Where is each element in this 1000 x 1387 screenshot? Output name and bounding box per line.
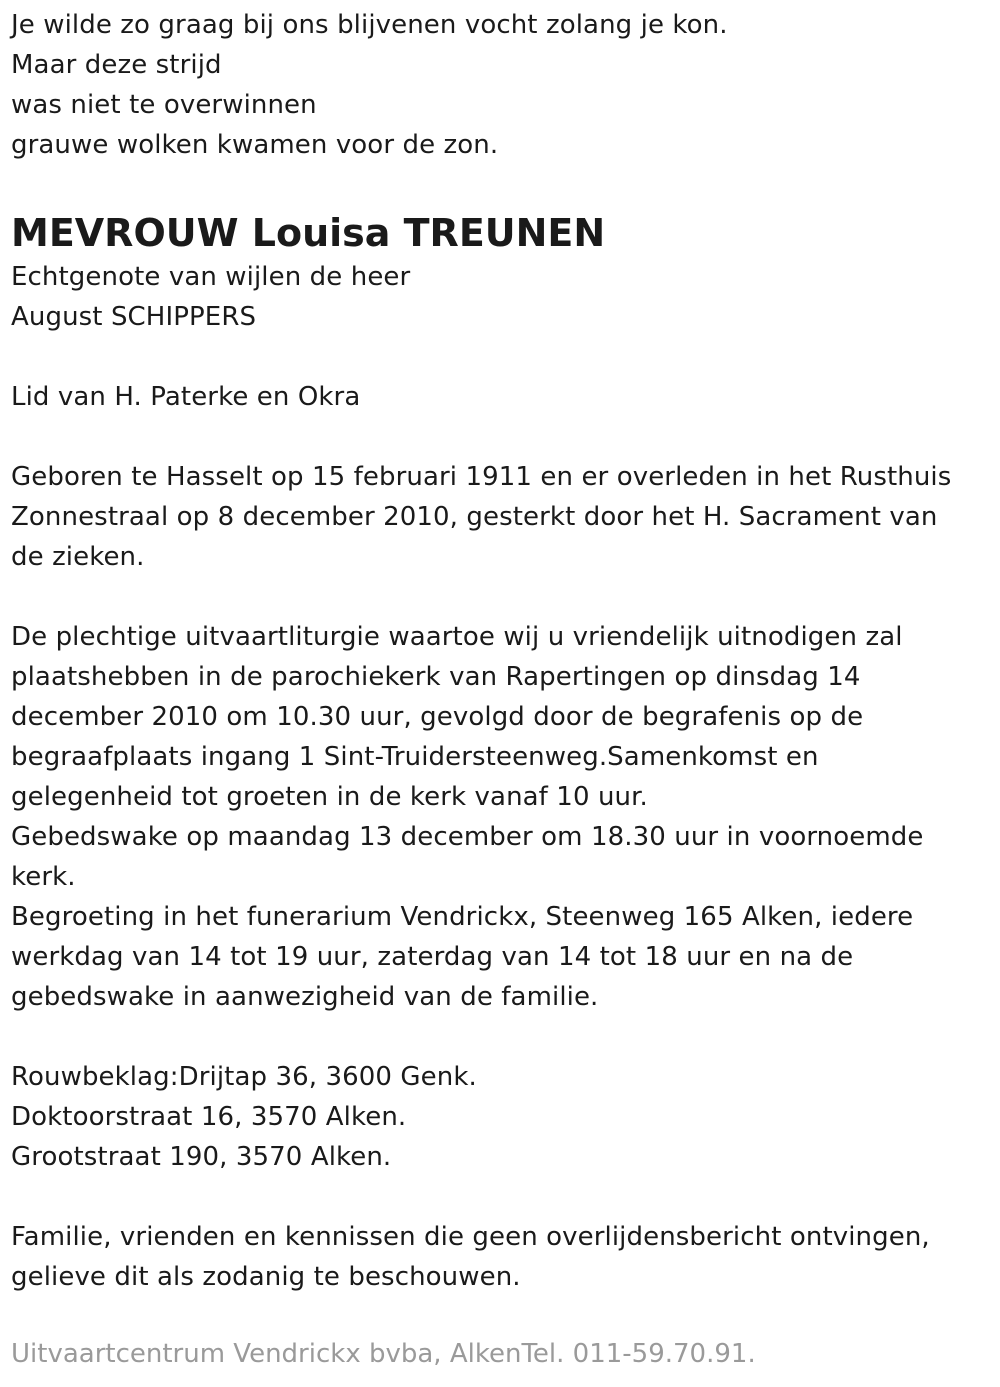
deceased-name: MEVROUW Louisa TREUNEN [11, 211, 606, 255]
birth-death-line: Zonnestraal op 8 december 2010, gesterkt door het H. Sacrament van [11, 502, 938, 532]
poem-line: grauwe wolken kwamen voor de zon. [11, 130, 499, 160]
ceremony-line: gebedswake in aanwezigheid van de familie. [11, 982, 599, 1012]
condolence-line: Doktoorstraat 16, 3570 Alken. [11, 1102, 407, 1132]
spouse-info [11, 257, 986, 337]
poem-line: Maar deze strijd [11, 50, 222, 80]
ceremony-line: plaatshebben in de parochiekerk van Rapertingen op dinsdag 14 [11, 662, 861, 692]
membership-line: Lid van H. Paterke en Okra [11, 382, 361, 412]
condolence-addresses [11, 1057, 986, 1177]
ceremony-info [11, 617, 986, 1017]
ceremony-line: december 2010 om 10.30 uur, gevolgd door de begrafenis op de [11, 702, 864, 732]
ceremony-line: Begroeting in het funerarium Vendrickx, Steenweg 165 Alken, iedere [11, 902, 914, 932]
poem [11, 5, 986, 165]
ceremony-line: Gebedswake op maandag 13 december om 18.30 uur in voornoemde [11, 822, 924, 852]
poem-line: was niet te overwinnen [11, 90, 317, 120]
ceremony-line: kerk. [11, 862, 76, 892]
obituary-document [11, 0, 986, 1297]
notice-line: gelieve dit als zodanig te beschouwen. [11, 1262, 521, 1292]
birth-death-info [11, 457, 986, 577]
condolence-line: Grootstraat 190, 3570 Alken. [11, 1142, 392, 1172]
ceremony-line: gelegenheid tot groeten in de kerk vanaf 10 uur. [11, 782, 648, 812]
poem-line: Je wilde zo graag bij ons blijvenen vocht zolang je kon. [11, 10, 728, 40]
membership-info [11, 377, 986, 417]
birth-death-line: Geboren te Hasselt op 15 februari 1911 en er overleden in het Rusthuis [11, 462, 952, 492]
spouse-line: August SCHIPPERS [11, 302, 257, 332]
birth-death-line: de zieken. [11, 542, 145, 572]
notice-line: Familie, vrienden en kennissen die geen overlijdensbericht ontvingen, [11, 1222, 930, 1252]
funeral-home-footer: Uitvaartcentrum Vendrickx bvba, AlkenTel. 011-59.70.91. [11, 1339, 756, 1369]
ceremony-line: De plechtige uitvaartliturgie waartoe wij u vriendelijk uitnodigen zal [11, 622, 903, 652]
ceremony-line: werkdag van 14 tot 19 uur, zaterdag van 14 tot 18 uur en na de [11, 942, 854, 972]
ceremony-line: begraafplaats ingang 1 Sint-Truidersteenweg.Samenkomst en [11, 742, 819, 772]
notice-info [11, 1217, 986, 1297]
condolence-line: Rouwbeklag:Drijtap 36, 3600 Genk. [11, 1062, 477, 1092]
spouse-line: Echtgenote van wijlen de heer [11, 262, 411, 292]
